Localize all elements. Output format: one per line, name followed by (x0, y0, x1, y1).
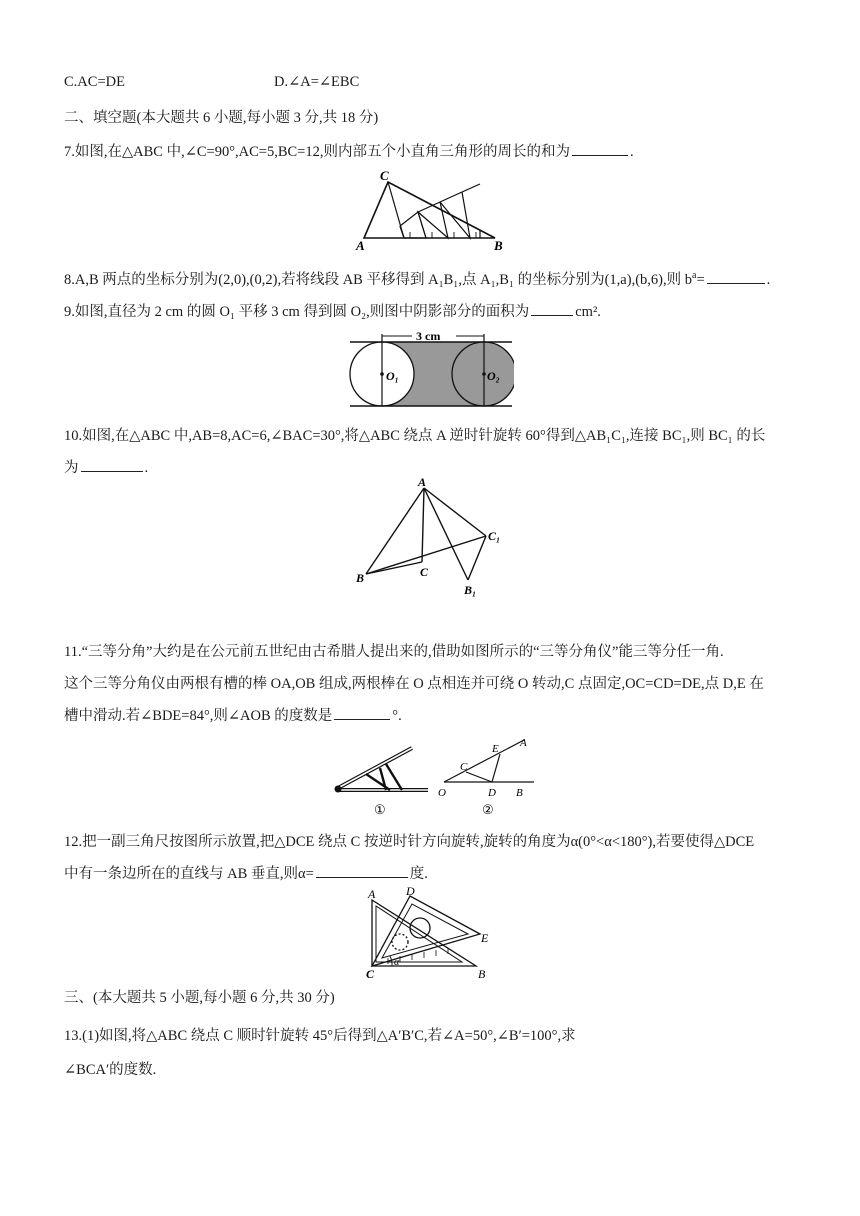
question-13-line2: ∠BCA′的度数. (64, 1062, 157, 1078)
q10-answer-blank (81, 457, 143, 472)
q11-label-a: A (520, 737, 527, 749)
section-2-heading: 二、填空题(本大题共 6 小题,每小题 3 分,共 18 分) (64, 110, 379, 126)
q7-answer-blank (572, 141, 628, 156)
q7-text: 7.如图,在△ABC 中,∠C=90°,AC=5,BC=12,则内部五个小直角三角形的周长的和为 (64, 144, 570, 160)
question-9: 9.如图,直径为 2 cm 的圆 O₁ 平移 3 cm 得到圆 O₂,则图中阴影部分的面积为 cm². (64, 300, 601, 321)
q11-figure-1 (330, 734, 430, 820)
q11-label-b: B (516, 787, 523, 799)
q9-text: 9.如图,直径为 2 cm 的圆 O₁ 平移 3 cm 得到圆 O₂,则图中阴影部分的面积为 (64, 304, 530, 320)
section-3-heading: 三、(本大题共 5 小题,每小题 6 分,共 30 分) (64, 990, 335, 1006)
q11-label-n1: ① (374, 802, 386, 817)
q11-label-c: C (460, 761, 468, 773)
q10-label-c: C (420, 565, 429, 579)
q7-label-b: B (494, 238, 503, 252)
q6-option-d: D.∠A=∠EBC (274, 74, 360, 90)
q9-figure (346, 328, 514, 412)
q10-label-c1: C₁ (488, 529, 501, 543)
question-11-line3: 槽中滑动.若∠BDE=84°,则∠AOB 的度数是 °. (64, 704, 402, 725)
q10-label-b1: B₁ (464, 583, 477, 597)
q12-label-d: D (406, 884, 415, 898)
q12-label-a: A (368, 887, 376, 901)
q12-label-alpha: α (394, 957, 400, 968)
q8-text: 8.A,B 两点的坐标分别为(2,0),(0,2),若将线段 AB 平移得到 A₁B₁,点 A₁,B₁ 的坐标分别为(1,a),(b,6),则 b (64, 272, 692, 288)
q7-figure (352, 168, 512, 252)
q9-label-o2: O₂ (487, 369, 500, 383)
question-13-line1: 13.(1)如图,将△ABC 绕点 C 顺时针旋转 45°后得到△A′B′C,若∠A=50°,∠B′=100°,求 (64, 1028, 576, 1044)
q9-label-o1: O₁ (386, 369, 399, 383)
q11-figure-2 (434, 734, 544, 820)
q12-figure (358, 884, 506, 980)
question-11-line2: 这个三等分角仪由两根有槽的棒 OA,OB 组成,两根棒在 O 点相连并可绕 O 转动,C 点固定,OC=CD=DE,点 D,E 在 (64, 676, 764, 692)
question-12-line2: 中有一条边所在的直线与 AB 垂直,则α= 度. (64, 862, 428, 883)
question-10-line1: 10.如图,在△ABC 中,AB=8,AC=6,∠BAC=30°,将△ABC 绕点 A 逆时针旋转 60°得到△AB₁C₁,连接 BC₁,则 BC₁ 的长 (64, 428, 766, 444)
q9-label-dist: 3 cm (416, 329, 441, 343)
q8-answer-blank (707, 269, 765, 284)
q11-label-e: E (492, 743, 499, 755)
q9-answer-blank (531, 301, 573, 316)
question-10-line2: 为 . (64, 456, 148, 477)
q10-label-a: A (418, 475, 427, 489)
question-8: 8.A,B 两点的坐标分别为(2,0),(0,2),若将线段 AB 平移得到 A₁B₁,点 A₁,B₁ 的坐标分别为(1,a),(b,6),则 $b^a=$ . (64, 270, 771, 288)
q7-label-a: A (356, 238, 365, 252)
q6-option-c: C.AC=DE (64, 74, 125, 90)
q12-label-b: B (478, 967, 486, 980)
q10-label-b: B (356, 571, 365, 585)
q11-label-n2: ② (482, 802, 494, 817)
q12-answer-blank (316, 863, 408, 878)
question-11-line1: 11.“三等分角”大约是在公元前五世纪由古希腊人提出来的,借助如图所示的“三等分角仪”能三等分任一角. (64, 644, 724, 660)
q7-label-c: C (380, 168, 389, 183)
q11-label-d: D (488, 787, 496, 799)
q11-answer-blank (334, 705, 390, 720)
q10-figure (352, 474, 512, 600)
question-7: 7.如图,在△ABC 中,∠C=90°,AC=5,BC=12,则内部五个小直角三角形的周长的和为 . (64, 140, 634, 161)
q12-label-e: E (481, 931, 489, 945)
q11-label-o: O (438, 787, 446, 799)
q12-label-c: C (366, 967, 375, 980)
question-12-line1: 12.把一副三角尺按图所示放置,把△DCE 绕点 C 按逆时针方向旋转,旋转的角度为α(0°<α<180°),若要使得△DCE (64, 834, 755, 850)
